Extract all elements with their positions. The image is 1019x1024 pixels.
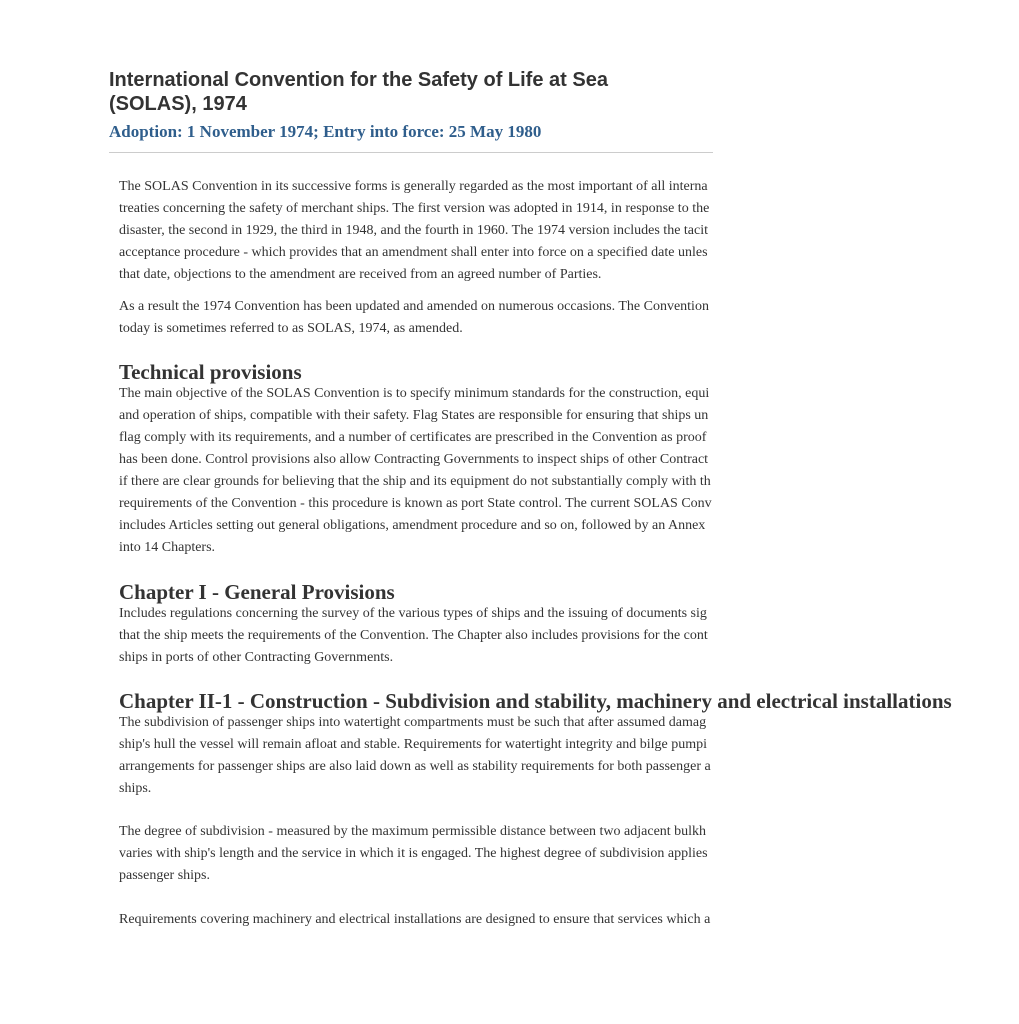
text-line: The degree of subdivision - measured by the maximum permissible distance between two adjacent bulkh [119, 824, 707, 839]
text-line: arrangements for passenger ships are also laid down as well as stability requirements for both passenger a [119, 759, 711, 774]
intro-paragraph [119, 176, 709, 286]
text-line: flag comply with its requirements, and a number of certificates are prescribed in the Convention as proof [119, 430, 707, 445]
text-line: As a result the 1974 Convention has been updated and amended on numerous occasions. The Convention [119, 299, 709, 314]
chapter-1-paragraph [119, 603, 708, 669]
document-header [109, 68, 729, 142]
text-line: ships. [119, 781, 152, 796]
text-line: today is sometimes referred to as SOLAS, 1974, as amended. [119, 321, 463, 336]
section-heading-technical: Technical provisions [119, 360, 302, 384]
section-heading-chapter-2-1: Chapter II-1 - Construction - Subdivision and stability, machinery and electrical installations [119, 689, 952, 713]
text-line: and operation of ships, compatible with their safety. Flag States are responsible for ensuring that ships un [119, 408, 709, 423]
degree-of-subdivision-paragraph [119, 821, 708, 887]
section-heading-chapter-1: Chapter I - General Provisions [119, 580, 395, 604]
amendment-paragraph [119, 296, 709, 340]
title-line-1: International Convention for the Safety of Life at Sea [109, 69, 608, 91]
text-line: that date, objections to the amendment are received from an agreed number of Parties. [119, 267, 602, 282]
text-line: acceptance procedure - which provides that an amendment shall enter into force on a specified date unles [119, 245, 708, 260]
text-line: requirements of the Convention - this procedure is known as port State control. The current SOLAS Conv [119, 496, 712, 511]
text-line: into 14 Chapters. [119, 540, 216, 555]
text-line: disaster, the second in 1929, the third in 1948, and the fourth in 1960. The 1974 version includes the tacit [119, 223, 709, 238]
technical-paragraph [119, 383, 712, 559]
text-line: has been done. Control provisions also allow Contracting Governments to inspect ships of other Contract [119, 452, 709, 467]
machinery-paragraph [119, 909, 710, 931]
text-line: The SOLAS Convention in its successive forms is generally regarded as the most important of all interna [119, 179, 708, 194]
subdivision-paragraph [119, 712, 711, 800]
text-line: passenger ships. [119, 868, 210, 883]
text-line: The subdivision of passenger ships into watertight compartments must be such that after assumed damag [119, 715, 707, 730]
text-line: if there are clear grounds for believing that the ship and its equipment do not substantially comply with th [119, 474, 711, 489]
text-line: The main objective of the SOLAS Convention is to specify minimum standards for the construction, equi [119, 386, 710, 401]
text-line: Includes regulations concerning the survey of the various types of ships and the issuing of documents sig [119, 606, 707, 621]
text-line: Requirements covering machinery and electrical installations are designed to ensure that services which a [119, 912, 711, 927]
text-line: ship's hull the vessel will remain afloat and stable. Requirements for watertight integrity and bilge pumpi [119, 737, 708, 752]
text-line: that the ship meets the requirements of the Convention. The Chapter also includes provisions for the cont [119, 628, 708, 643]
text-line: includes Articles setting out general obligations, amendment procedure and so on, followed by an Annex [119, 518, 706, 533]
text-line: varies with ship's length and the service in which it is engaged. The highest degree of subdivision applies [119, 846, 708, 861]
title-line-2: (SOLAS), 1974 [109, 93, 247, 115]
header-divider [109, 152, 713, 153]
text-line: ships in ports of other Contracting Governments. [119, 650, 394, 665]
text-line: treaties concerning the safety of merchant ships. The first version was adopted in 1914, in response to the [119, 201, 710, 216]
page-title [109, 68, 729, 116]
adoption-subtitle: Adoption: 1 November 1974; Entry into force: 25 May 1980 [109, 122, 542, 141]
